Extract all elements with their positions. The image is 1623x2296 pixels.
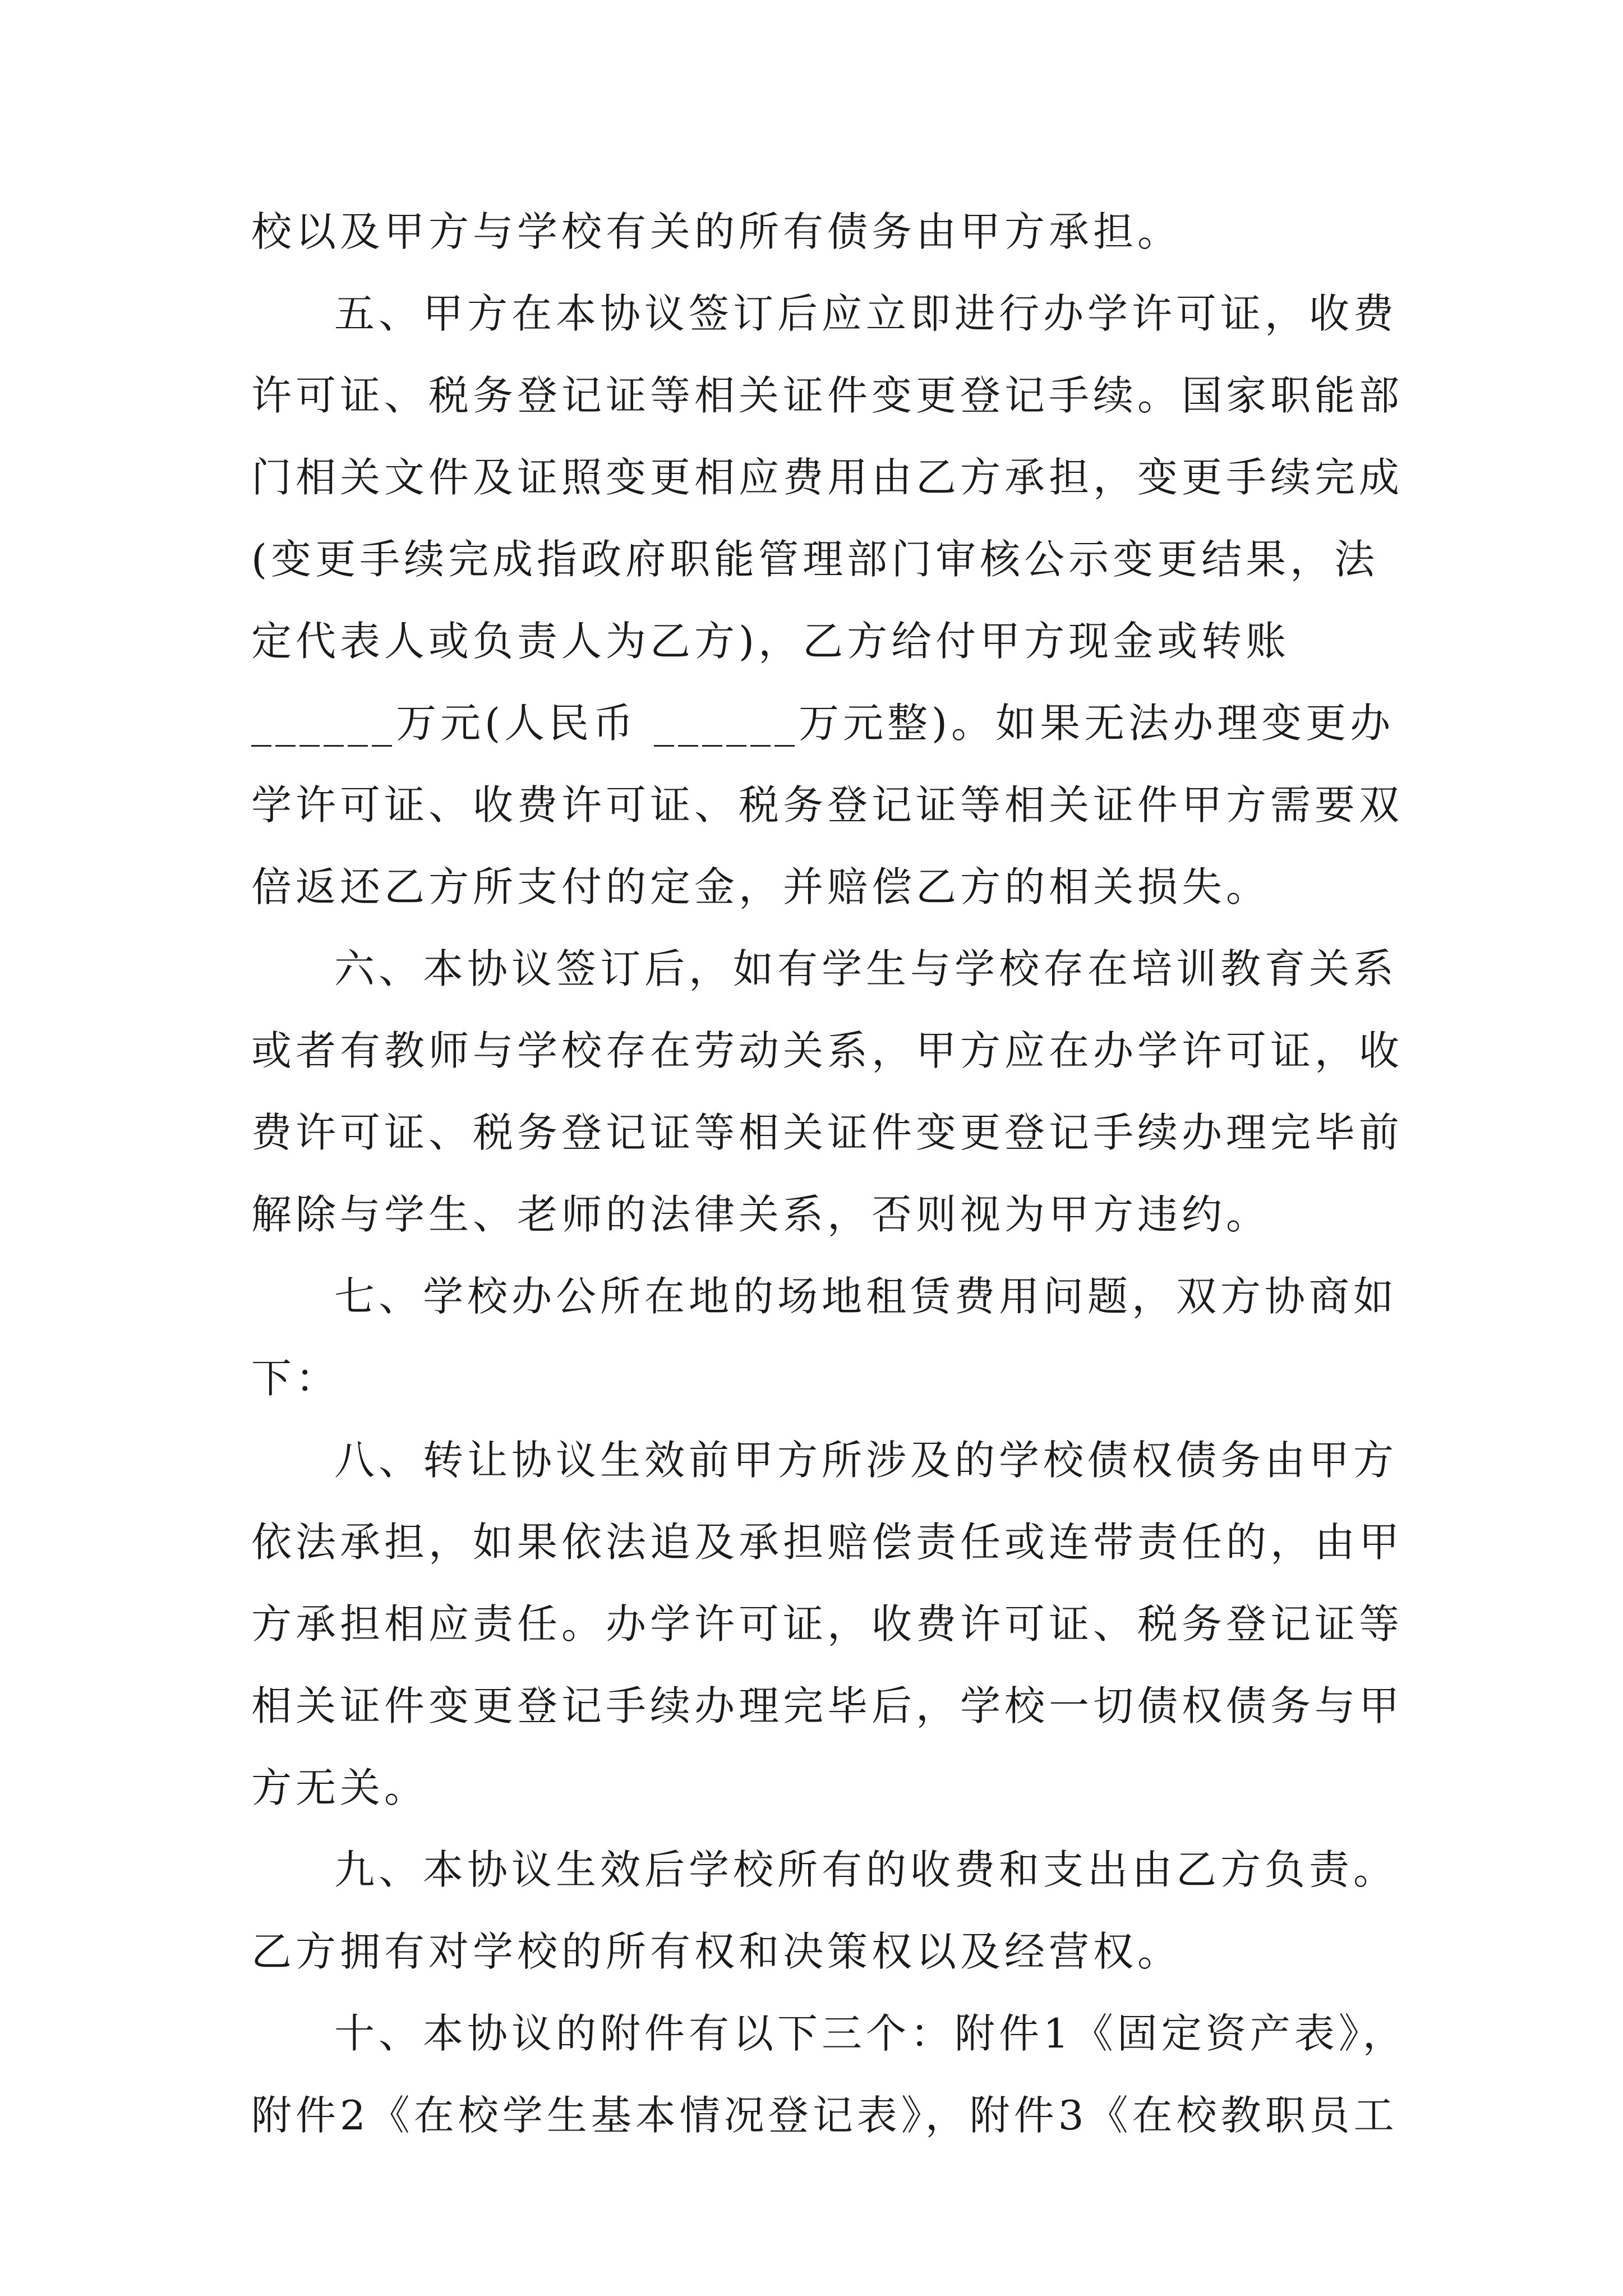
clause-6-line: 六、本协议签订后，如有学生与学校存在培训教育关系	[334, 945, 1398, 992]
text-line: 许可证、税务登记证等相关证件变更登记手续。国家职能部	[251, 372, 1404, 419]
text-line: 费许可证、税务登记证等相关证件变更登记手续办理完毕前	[251, 1109, 1404, 1156]
text-line: 校以及甲方与学校有关的所有债务由甲方承担。	[251, 208, 1182, 255]
clause-5-line: 五、甲方在本协议签订后应立即进行办学许可证，收费	[334, 290, 1398, 337]
agreement-text	[251, 191, 1407, 2156]
text-line: 方无关。	[251, 1764, 429, 1811]
text-line: 门相关文件及证照变更相应费用由乙方承担，变更手续完成	[251, 454, 1404, 501]
text-line: 依法承担，如果依法追及承担赔偿责任或连带责任的，由甲	[251, 1519, 1404, 1566]
text-line: 或者有教师与学校存在劳动关系，甲方应在办学许可证，收	[251, 1027, 1404, 1074]
text-line: 方承担相应责任。办学许可证，收费许可证、税务登记证等	[251, 1600, 1404, 1648]
text-line: 下：	[251, 1355, 340, 1402]
text-line: 解除与学生、老师的法律关系，否则视为甲方违约。	[251, 1191, 1271, 1238]
clause-10-line: 十、本协议的附件有以下三个：附件1《固定资产表》，	[334, 2010, 1407, 2057]
clause-8-line: 八、转让协议生效前甲方所涉及的学校债权债务由甲方	[334, 1437, 1398, 1484]
text-line: 倍返还乙方所支付的定金，并赔偿乙方的相关损失。	[251, 863, 1271, 910]
text-line: 乙方拥有对学校的所有权和决策权以及经营权。	[251, 1928, 1182, 1975]
text-line: (变更手续完成指政府职能管理部门审核公示变更结果，法	[251, 536, 1379, 583]
text-line: 相关证件变更登记手续办理完毕后，学校一切债权债务与甲	[251, 1682, 1404, 1729]
clause-9-line: 九、本协议生效后学校所有的收费和支出由乙方负责。	[334, 1846, 1398, 1893]
text-line: 附件2《在校学生基本情况登记表》，附件3《在校教职员工	[251, 2092, 1398, 2139]
clause-7-line: 七、学校办公所在地的场地租赁费用问题，双方协商如	[334, 1273, 1398, 1320]
amount-line: ______万元(人民币 ______万元整)。如果无法办理变更办	[251, 700, 1395, 747]
text-line: 学许可证、收费许可证、税务登记证等相关证件甲方需要双	[251, 781, 1404, 829]
text-line: 定代表人或负责人为乙方)，乙方给付甲方现金或转账	[251, 618, 1290, 665]
